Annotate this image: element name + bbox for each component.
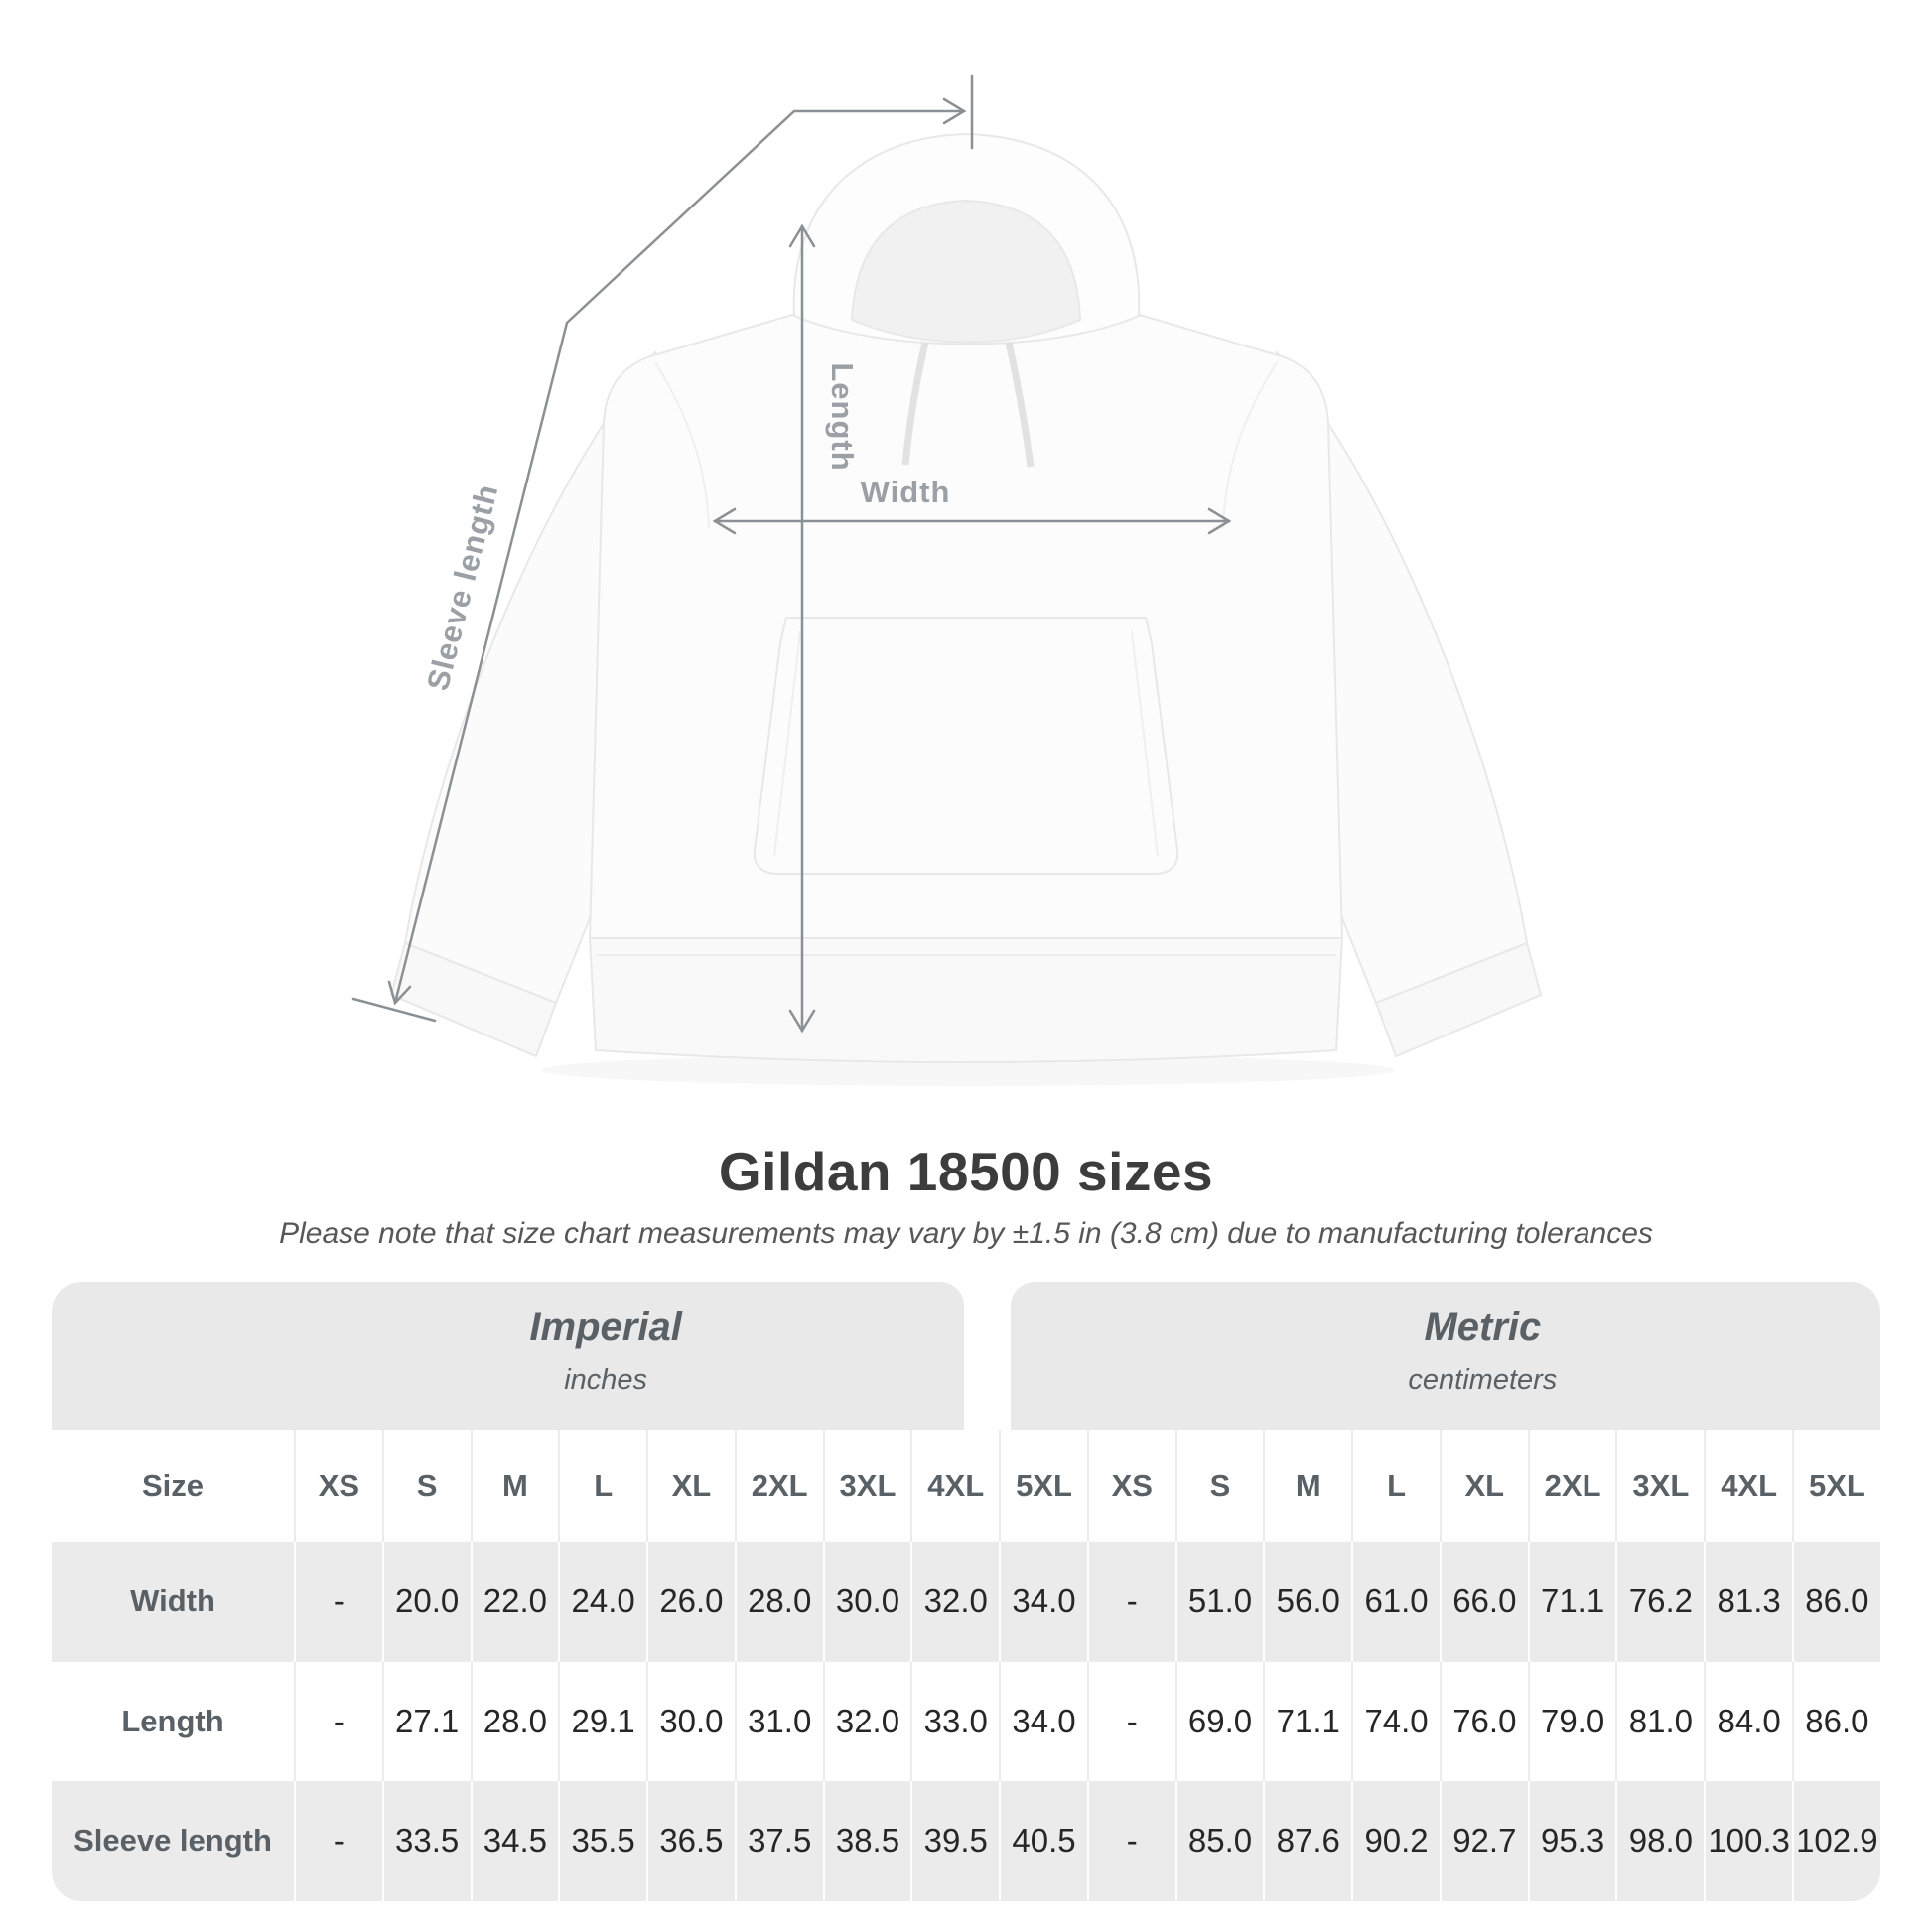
size-col-header: 3XL <box>823 1430 911 1542</box>
value-cell: 34.0 <box>999 1662 1087 1782</box>
value-cell: 30.0 <box>646 1662 735 1782</box>
table-row-width <box>52 1542 1880 1662</box>
value-cell: 87.6 <box>1263 1781 1351 1901</box>
size-col-header: 3XL <box>1615 1430 1704 1542</box>
value-cell: 26.0 <box>646 1542 735 1662</box>
size-col-header: 4XL <box>1704 1430 1792 1542</box>
value-cell: - <box>294 1662 382 1782</box>
imperial-unit: inches <box>564 1364 648 1396</box>
hoodie-illustration <box>391 134 1541 1086</box>
value-cell: 98.0 <box>1615 1781 1704 1901</box>
value-cell: - <box>294 1542 382 1662</box>
value-cell: 92.7 <box>1440 1781 1528 1901</box>
value-cell: 76.2 <box>1615 1542 1704 1662</box>
unit-header-band <box>52 1282 1880 1430</box>
value-cell: 22.0 <box>471 1542 559 1662</box>
page-title: Gildan 18500 sizes <box>718 1141 1214 1202</box>
table-row-sleeve-length <box>52 1781 1880 1901</box>
size-col-header: XL <box>1440 1430 1528 1542</box>
value-cell: - <box>1087 1662 1175 1782</box>
length-label: Length <box>825 362 860 472</box>
value-cell: 56.0 <box>1263 1542 1351 1662</box>
value-cell: 100.3 <box>1704 1781 1792 1901</box>
value-cell: 74.0 <box>1351 1662 1440 1782</box>
table-row-length <box>52 1662 1880 1782</box>
value-cell: 79.0 <box>1528 1662 1616 1782</box>
value-cell: 71.1 <box>1528 1542 1616 1662</box>
value-cell: - <box>1087 1542 1175 1662</box>
value-cell: 86.0 <box>1792 1662 1880 1782</box>
value-cell: 36.5 <box>646 1781 735 1901</box>
width-label: Width <box>860 475 951 509</box>
size-col-header: L <box>1351 1430 1440 1542</box>
value-cell: 51.0 <box>1175 1542 1264 1662</box>
size-col-header: M <box>471 1430 559 1542</box>
metric-unit: centimeters <box>1408 1364 1558 1396</box>
value-cell: 28.0 <box>735 1542 823 1662</box>
value-cell: 35.5 <box>558 1781 646 1901</box>
value-cell: 38.5 <box>823 1781 911 1901</box>
value-cell: 28.0 <box>471 1662 559 1782</box>
value-cell: 39.5 <box>910 1781 999 1901</box>
metric-header <box>1408 1306 1557 1397</box>
value-cell: 61.0 <box>1351 1542 1440 1662</box>
row-label: Length <box>121 1703 224 1738</box>
value-cell: 81.3 <box>1704 1542 1792 1662</box>
value-cell: 76.0 <box>1440 1662 1528 1782</box>
value-cell: 20.0 <box>382 1542 471 1662</box>
value-cell: 30.0 <box>823 1542 911 1662</box>
size-corner-header: Size <box>141 1467 204 1503</box>
metric-label: Metric <box>1424 1306 1542 1349</box>
hem-band <box>590 938 1342 1062</box>
size-col-header: 2XL <box>735 1430 823 1542</box>
value-cell: 71.1 <box>1263 1662 1351 1782</box>
value-cell: 69.0 <box>1175 1662 1264 1782</box>
value-cell: 24.0 <box>558 1542 646 1662</box>
pocket <box>755 618 1178 874</box>
value-cell: 34.0 <box>999 1542 1087 1662</box>
imperial-header <box>529 1306 681 1397</box>
value-cell: 32.0 <box>823 1662 911 1782</box>
value-cell: 102.9 <box>1792 1781 1880 1901</box>
value-cell: 33.5 <box>382 1781 471 1901</box>
value-cell: 84.0 <box>1704 1662 1792 1782</box>
size-col-header: S <box>382 1430 471 1542</box>
value-cell: 32.0 <box>910 1542 999 1662</box>
size-col-header: 5XL <box>999 1430 1087 1542</box>
size-table <box>52 1282 1880 1901</box>
size-col-header: 2XL <box>1528 1430 1616 1542</box>
size-col-header: XS <box>294 1430 382 1542</box>
size-header-row <box>52 1430 1880 1542</box>
value-cell: 90.2 <box>1351 1781 1440 1901</box>
value-cell: 85.0 <box>1175 1781 1264 1901</box>
size-col-header: 4XL <box>910 1430 999 1542</box>
page-subtitle: Please note that size chart measurements may vary by ±1.5 in (3.8 cm) due to manufacturing tolerances <box>279 1217 1653 1250</box>
size-col-header: XL <box>646 1430 735 1542</box>
size-col-header: L <box>558 1430 646 1542</box>
imperial-label: Imperial <box>529 1306 682 1349</box>
value-cell: - <box>1087 1781 1175 1901</box>
size-col-header: M <box>1263 1430 1351 1542</box>
value-cell: 31.0 <box>735 1662 823 1782</box>
value-cell: 40.5 <box>999 1781 1087 1901</box>
row-label: Sleeve length <box>73 1823 272 1859</box>
value-cell: 27.1 <box>382 1662 471 1782</box>
size-col-header: S <box>1175 1430 1264 1542</box>
size-col-header: XS <box>1087 1430 1175 1542</box>
value-cell: 33.0 <box>910 1662 999 1782</box>
value-cell: 95.3 <box>1528 1781 1616 1901</box>
value-cell: - <box>294 1781 382 1901</box>
imperial-band-block <box>52 1282 964 1430</box>
value-cell: 81.0 <box>1615 1662 1704 1782</box>
value-cell: 86.0 <box>1792 1542 1880 1662</box>
size-col-header: 5XL <box>1792 1430 1880 1542</box>
row-label: Width <box>130 1584 215 1619</box>
sleeve-length-label: Sleeve length <box>420 480 505 694</box>
value-cell: 34.5 <box>471 1781 559 1901</box>
value-cell: 29.1 <box>558 1662 646 1782</box>
value-cell: 66.0 <box>1440 1542 1528 1662</box>
value-cell: 37.5 <box>735 1781 823 1901</box>
